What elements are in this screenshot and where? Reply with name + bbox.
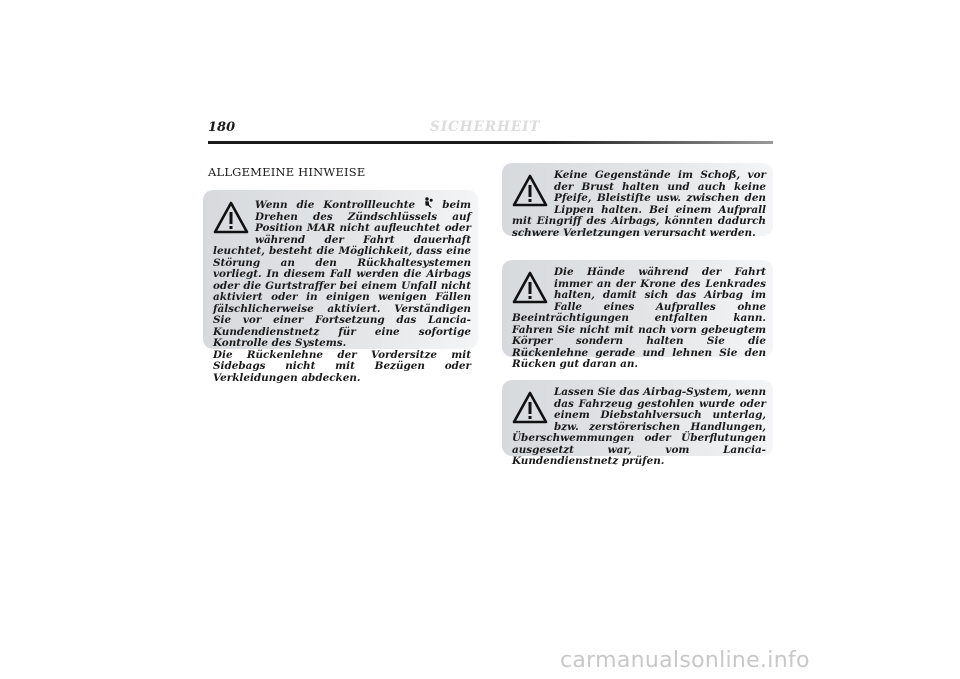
- warning-triangle-icon: [512, 391, 548, 425]
- warning-box-objects: [502, 163, 773, 239]
- page-number: 180: [208, 120, 236, 135]
- warning-triangle-icon: [213, 201, 249, 235]
- section-title: SICHERHEIT: [430, 119, 541, 135]
- watermark: carmanualsonline.info: [560, 648, 810, 673]
- warning-text: beim Drehen des Zündschlüssels auf Position MAR nicht aufleuchtet oder während der Fahrt dauerhaft leuchtet, besteht die Möglichkeit, dass eine Störung an den Rückhaltesystemen vorliegt. In diesem Fall werden die Airbags oder die Gurtstraffer bei einem Unfall nicht aktiviert oder in einigen wenigen Fällen fälschlicherweise aktiviert. Verständigen Sie vor einer Fortsetzung das Lancia-Kundendienstnetz für eine sofortige Kontrolle des Systems.: [213, 199, 472, 349]
- warning-triangle-icon: [512, 271, 548, 305]
- warning-box-steering-wheel: [502, 260, 773, 370]
- warning-text: Die Hände während der Fahrt immer an der Krone des Lenkrades halten, damit sich das Airbag im Falle eines Aufpralles ohne Beeinträchtigungen entfalten kann. Fahren Sie nicht mit nach vorn gebeugtem Körper sondern halten Sie die Rückenlehne gerade und lehnen Sie den Rücken gut daran an.: [512, 266, 766, 370]
- header-rule: [208, 141, 773, 144]
- section-heading: ALLGEMEINE HINWEISE: [208, 165, 366, 179]
- airbag-warning-lamp-icon: [424, 197, 433, 208]
- warning-text: Wenn die Kontrollleuchte: [255, 199, 416, 211]
- warning-text: Lassen Sie das Airbag-System, wenn das Fahrzeug gestohlen wurde oder einem Diebstahlversuch unterlag, bzw. zerstörerischen Handlungen, Überschwemmungen oder Überflutungen ausgesetzt war, vom Lancia-Kundendienstnetz prüfen.: [512, 386, 766, 467]
- warning-text: Keine Gegenstände im Schoß, vor der Brust halten und auch keine Pfeife, Bleistifte usw. zwischen den Lippen halten. Bei einem Aufprall mit Eingriff des Airbags, könnten dadurch schwere Verletzungen verursacht werden.: [512, 169, 766, 239]
- warning-box-theft: [502, 380, 773, 467]
- warning-triangle-icon: [512, 174, 548, 208]
- warning-box-airbag-lamp: [203, 190, 478, 384]
- warning-text-seat-covers: Die Rückenlehne der Vordersitze mit Sidebags nicht mit Bezügen oder Verkleidungen abdecken.: [213, 348, 471, 384]
